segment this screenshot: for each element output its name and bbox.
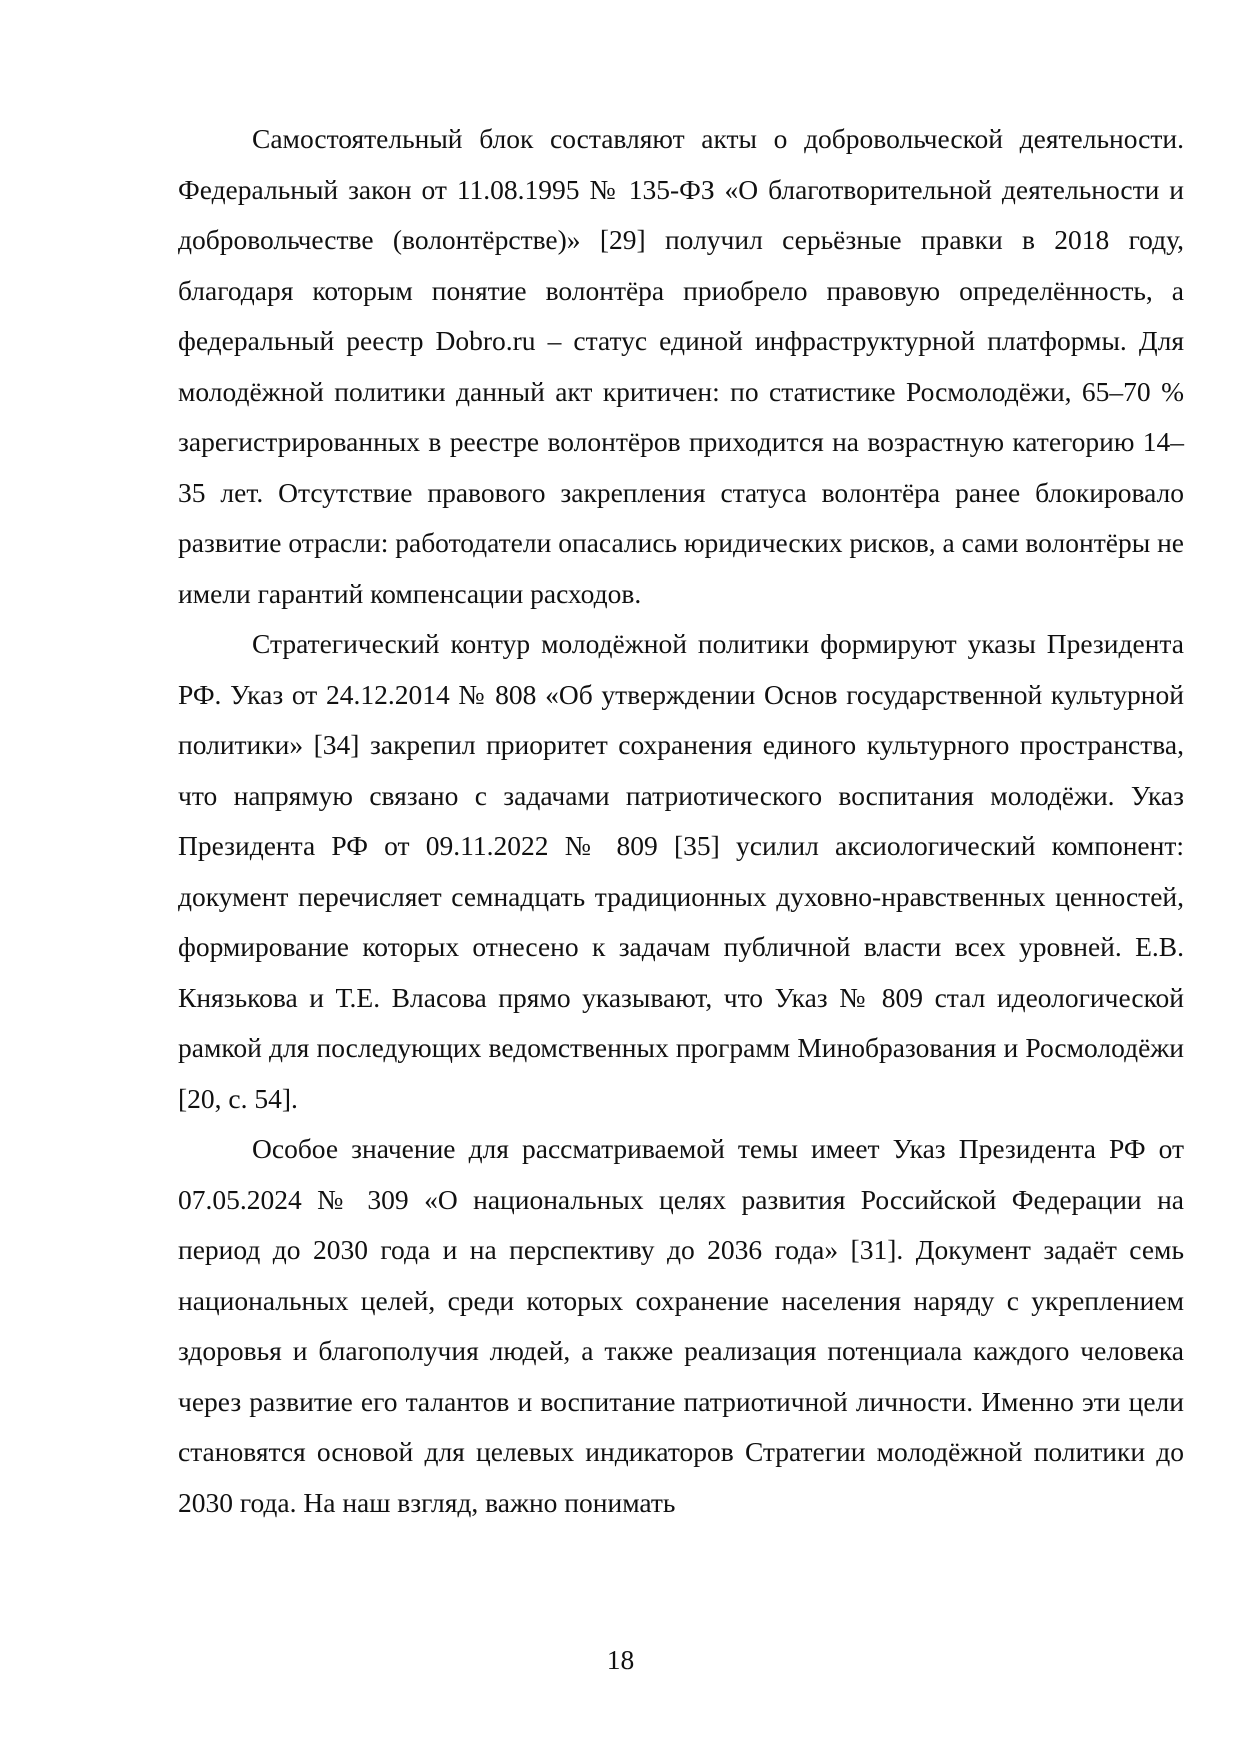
page-number: 18 xyxy=(606,1644,635,1675)
body-text xyxy=(178,114,1184,1528)
paragraph-national-goals: Особое значение для рассматриваемой темы имеет Указ Президента РФ от 07.05.2024 № 309 «О национальных целях развития Российской Федерации на период до 2030 года и на перспективу до 2036 года» [31]. Документ задаёт семь национальных целей, среди которых сохранение населения наряду с укреплением здоровья и благополучия людей, а также реализация потенциала каждого человека через развитие его талантов и воспитание патриотичной личности. Именно эти цели становятся основой для целевых индикаторов Стратегии молодёжной политики до 2030 года. На наш взгляд, важно понимать xyxy=(178,1133,1184,1518)
paragraph-volunteer-acts: Самостоятельный блок составляют акты о добровольческой деятельности. Федеральный закон от 11.08.1995 № 135-ФЗ «О благотворительной деятельности и добровольчестве (волонтёрстве)» [29] получил серьёзные правки в 2018 году, благодаря которым понятие волонтёра приобрело правовую определённость, а федеральный реестр Dobro.ru – статус единой инфраструктурной платформы. Для молодёжной политики данный акт критичен: по статистике Росмолодёжи, 65–70 % зарегистрированных в реестре волонтёров приходится на возрастную категорию 14–35 лет. Отсутствие правового закрепления статуса волонтёра ранее блокировало развитие отрасли: работодатели опасались юридических рисков, а сами волонтёры не имели гарантий компенсации расходов. xyxy=(178,123,1184,609)
paragraph-presidential-decrees: Стратегический контур молодёжной политики формируют указы Президента РФ. Указ от 24.12.2014 № 808 «Об утверждении Основ государственной культурной политики» [34] закрепил приоритет сохранения единого культурного пространства, что напрямую связано с задачами патриотического воспитания молодёжи. Указ Президента РФ от 09.11.2022 № 809 [35] усилил аксиологический компонент: документ перечисляет семнадцать традиционных духовно-нравственных ценностей, формирование которых отнесено к задачам публичной власти всех уровней. Е.В. Князькова и Т.Е. Власова прямо указывают, что Указ № 809 стал идеологической рамкой для последующих ведомственных программ Минобразования и Росмолодёжи [20, с. 54]. xyxy=(178,628,1184,1114)
